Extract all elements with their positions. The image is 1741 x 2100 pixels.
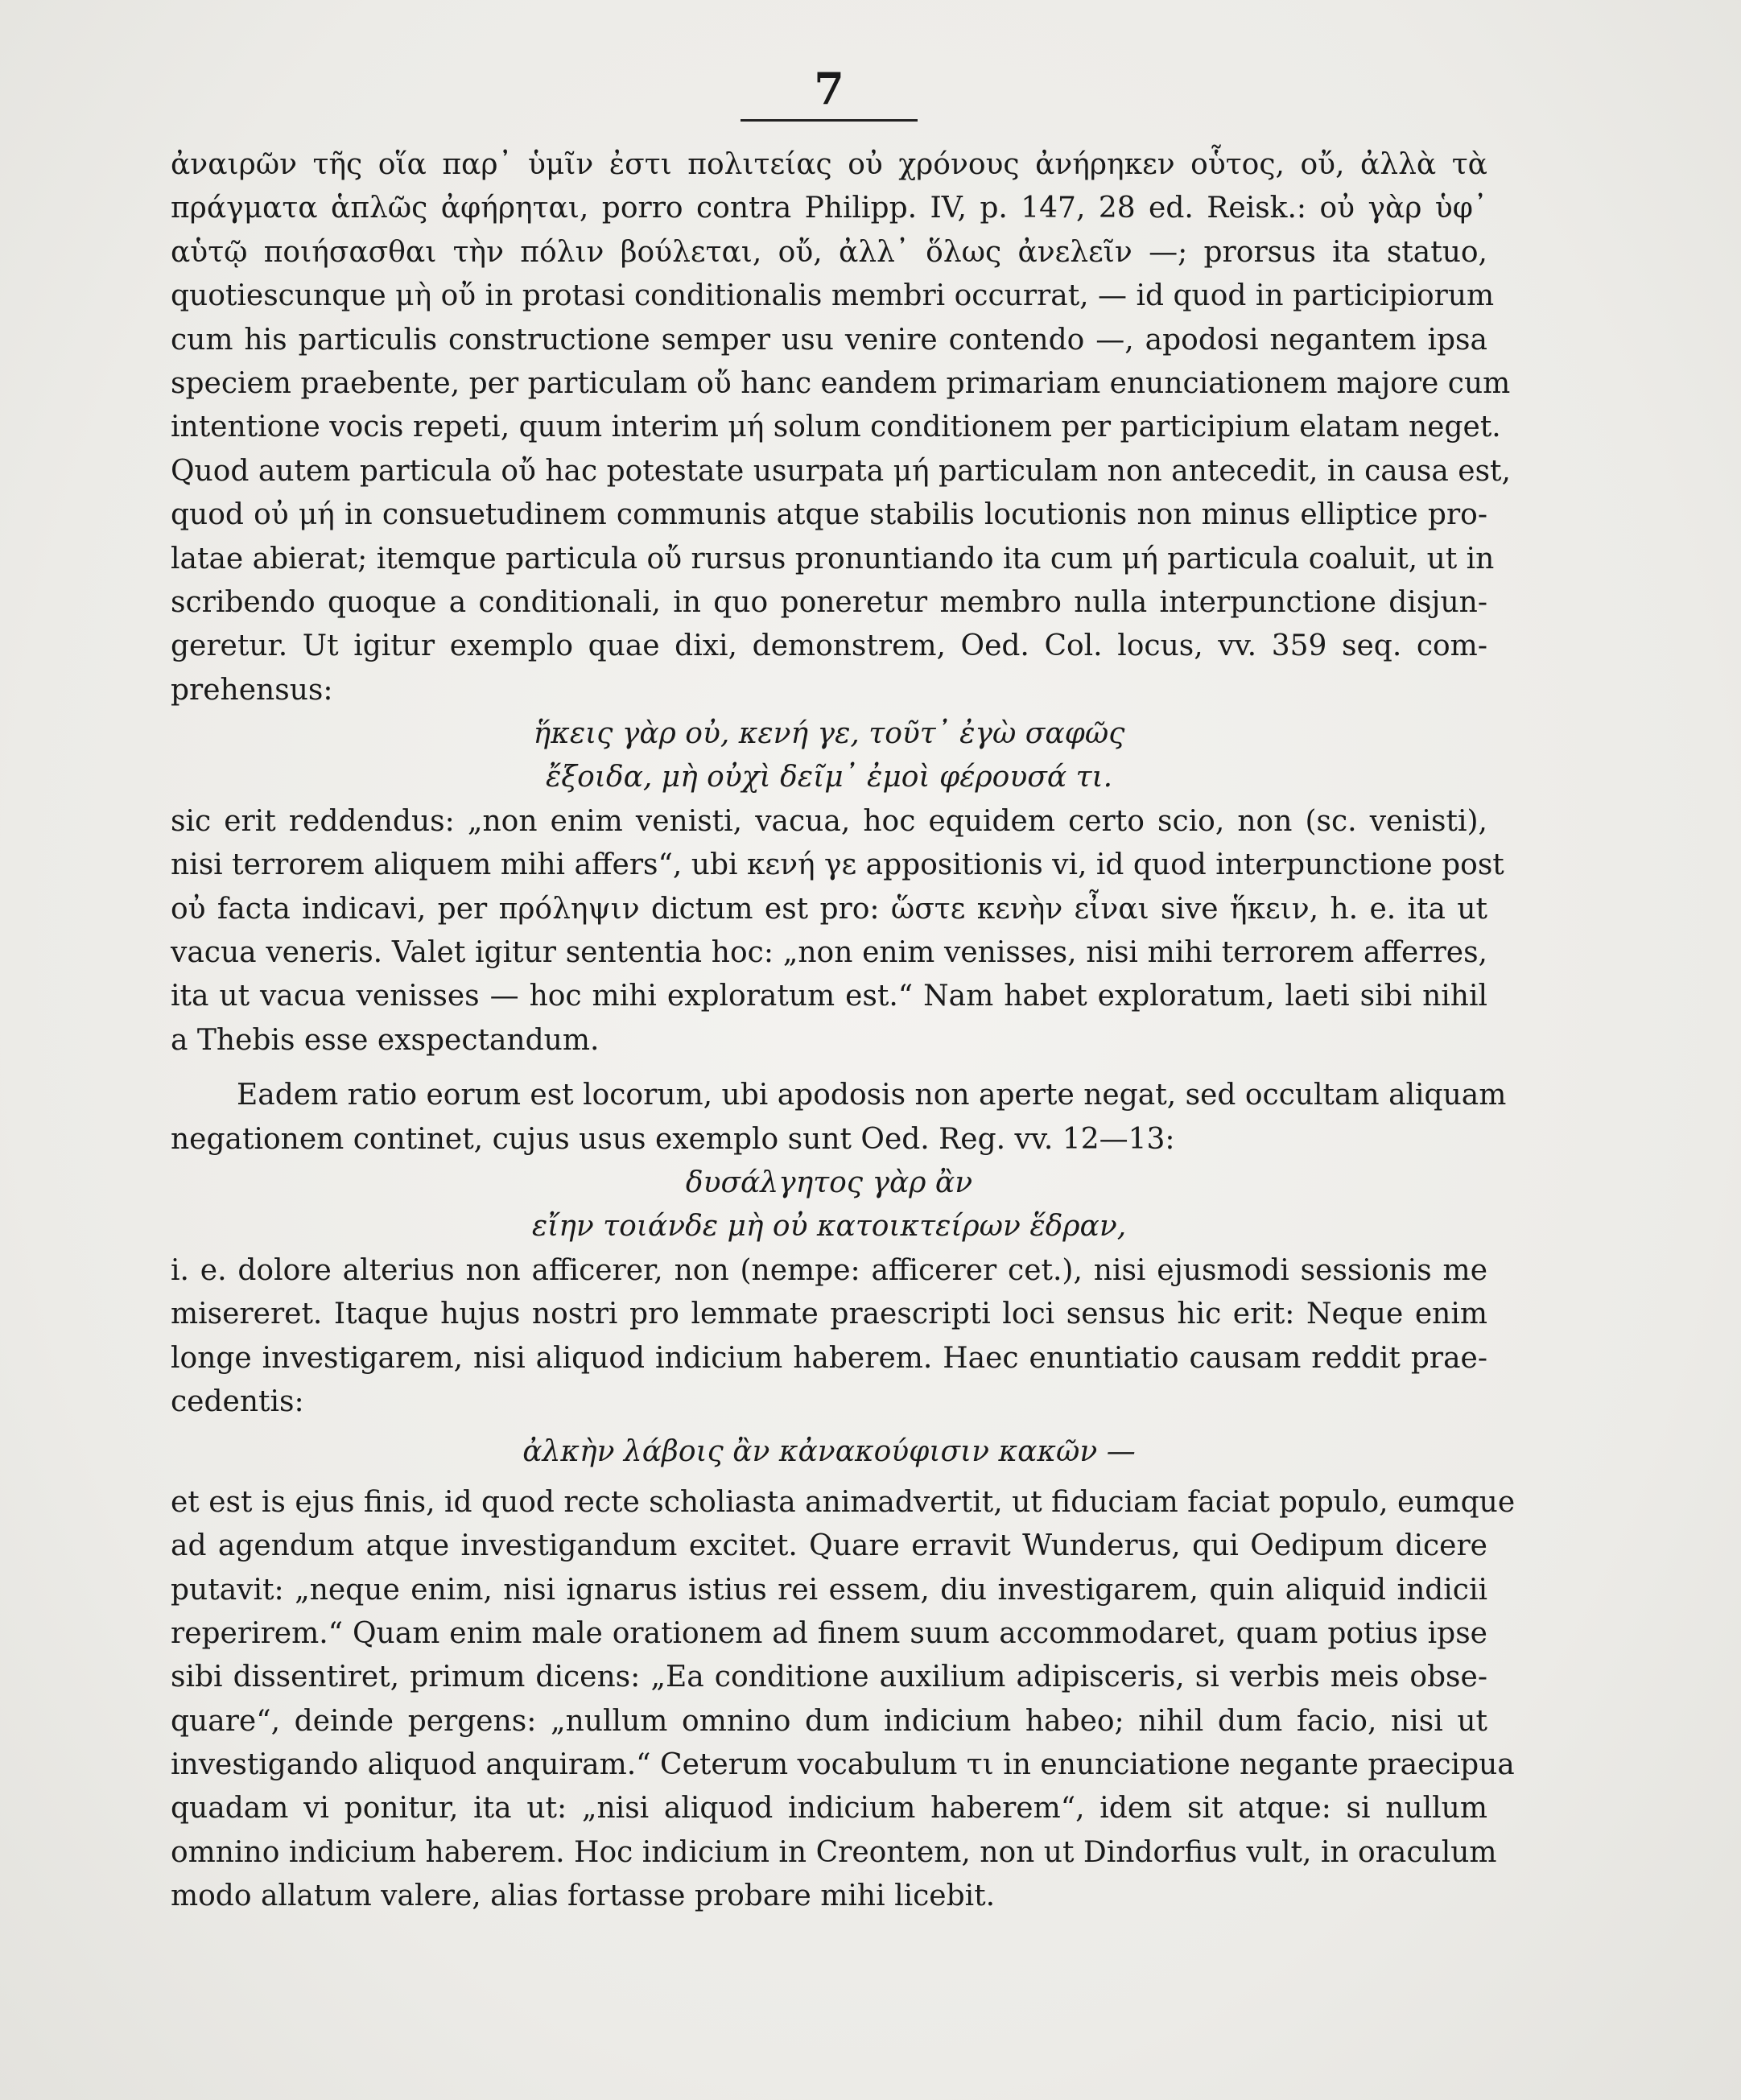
text-line: ἀναιρῶν τῆς οἵα παρ᾽ ὑμῖν ἐστι πολιτείας οὐ χρόνους ἀνήρηκεν οὗτος, οὔ, ἀλλὰ τὰ xyxy=(171,148,1487,181)
text-line: αὑτῷ ποιήσασθαι τὴν πόλιν βούλεται, οὔ, ἀλλ᾽ ὅλως ἀνελεῖν —; prorsus ita statuo, xyxy=(171,235,1487,269)
text-line: putavit: „neque enim, nisi ignarus istius rei essem, diu investigarem, quin aliquid indicii xyxy=(171,1573,1487,1607)
text-line: latae abierat; itemque particula οὔ rursus pronuntiando ita cum μή particula coaluit, ut in xyxy=(171,542,1495,576)
verse-line: ἀλκὴν λάβοις ἂν κἀνακούφισιν κακῶν — xyxy=(522,1435,1136,1469)
text-line: quare“, deinde pergens: „nullum omnino dum indicium habeo; nihil dum facio, nisi ut xyxy=(171,1704,1487,1738)
text-line: geretur. Ut igitur exemplo quae dixi, demonstrem, Oed. Col. locus, vv. 359 seq. com- xyxy=(171,629,1487,663)
paragraph xyxy=(171,1074,1507,1161)
verse-quotation xyxy=(171,712,1487,800)
verse-line: ἥκεις γὰρ οὐ, κενή γε, τοῦτ᾽ ἐγὼ σαφῶς xyxy=(533,717,1125,751)
text-line: sibi dissentiret, primum dicens: „Ea conditione auxilium adipisceris, si verbis meis obse- xyxy=(171,1661,1487,1694)
text-line: intentione vocis repeti, quum interim μή solum conditionem per participium elatam neget. xyxy=(171,411,1501,444)
verse-quotation xyxy=(171,1161,1487,1249)
text-line: a Thebis esse exspectandum. xyxy=(171,1023,600,1057)
paragraph xyxy=(171,1481,1516,1919)
page-number: 7 xyxy=(741,63,918,122)
page-body xyxy=(171,143,1516,1919)
text-line: quod οὐ μή in consuetudinem communis atque stabilis locutionis non minus elliptice pro- xyxy=(171,498,1487,532)
text-line: cedentis: xyxy=(171,1384,304,1418)
text-line: i. e. dolore alterius non afficerer, non (nempe: afficerer cet.), nisi ejusmodi sessionis me xyxy=(171,1253,1487,1287)
text-line: longe investigarem, nisi aliquod indicium haberem. Haec enuntiatio causam reddit prae- xyxy=(171,1341,1487,1375)
text-line: negationem continet, cujus usus exemplo sunt Oed. Reg. vv. 12—13: xyxy=(171,1122,1175,1156)
text-line: ita ut vacua venisses — hoc mihi exploratum est.“ Nam habet exploratum, laeti sibi nihil xyxy=(171,980,1487,1013)
paragraph xyxy=(171,800,1504,1062)
text-line: omnino indicium haberem. Hoc indicium in Creontem, non ut Dindorfius vult, in oraculum xyxy=(171,1835,1497,1869)
text-line: πράγματα ἁπλῶς ἀφήρηται, porro contra Philipp. IV, p. 147, 28 ed. Reisk.: οὐ γὰρ ὑφ᾽ xyxy=(171,192,1487,225)
verse-quotation xyxy=(171,1430,1487,1474)
text-line: scribendo quoque a conditionali, in quo poneretur membro nulla interpunctione disjun- xyxy=(171,585,1487,619)
text-line: speciem praebente, per particulam οὔ hanc eandem primariam enunciationem majore cum xyxy=(171,366,1511,400)
text-line: Quod autem particula οὔ hac potestate usurpata μή particulam non antecedit, in causa est, xyxy=(171,454,1511,488)
verse-line: δυσάλγητος γὰρ ἂν xyxy=(685,1166,973,1199)
text-line: sic erit reddendus: „non enim venisti, vacua, hoc equidem certo scio, non (sc. venisti), xyxy=(171,804,1487,838)
text-line: quadam vi ponitur, ita ut: „nisi aliquod indicium haberem“, idem sit atque: si nullum xyxy=(171,1792,1487,1826)
text-line: Eadem ratio eorum est locorum, ubi apodosis non aperte negat, sed occultam aliquam xyxy=(237,1079,1507,1112)
text-line: et est is ejus finis, id quod recte scholiasta animadvertit, ut fiduciam faciat populo, eumque xyxy=(171,1485,1516,1519)
text-line: modo allatum valere, alias fortasse probare mihi licebit. xyxy=(171,1879,996,1913)
text-line: nisi terrorem aliquem mihi affers“, ubi κενή γε appositionis vi, id quod interpunctione post xyxy=(171,848,1504,882)
text-line: vacua veneris. Valet igitur sententia hoc: „non enim venisses, nisi mihi terrorem afferres, xyxy=(171,936,1487,970)
text-line: ad agendum atque investigandum excitet. Quare erravit Wunderus, qui Oedipum dicere xyxy=(171,1529,1487,1563)
text-line: quotiescunque μὴ οὔ in protasi conditionalis membri occurrat, — id quod in participiorum xyxy=(171,279,1495,313)
text-line: οὐ facta indicavi, per πρόληψιν dictum est pro: ὥστε κενὴν εἶναι sive ἥκειν, h. e. ita ut xyxy=(171,892,1487,926)
text-line: reperirem.“ Quam enim male orationem ad finem suum accommodaret, quam potius ipse xyxy=(171,1616,1487,1650)
paragraph xyxy=(171,143,1511,712)
paragraph xyxy=(171,1249,1487,1425)
text-line: investigando aliquod anquiram.“ Ceterum vocabulum τι in enunciatione negante praecipua xyxy=(171,1748,1515,1782)
verse-line: ἔξοιδα, μὴ οὐχὶ δεῖμ᾽ ἐμοὶ φέρουσά τι. xyxy=(545,761,1113,794)
text-line: cum his particulis constructione semper usu venire contendo —, apodosi negantem ipsa xyxy=(171,323,1487,357)
text-line: prehensus: xyxy=(171,673,333,707)
verse-line: εἴην τοιάνδε μὴ οὐ κατοικτείρων ἕδραν, xyxy=(531,1210,1127,1244)
text-line: misereret. Itaque hujus nostri pro lemmate praescripti loci sensus hic erit: Neque enim xyxy=(171,1298,1487,1331)
